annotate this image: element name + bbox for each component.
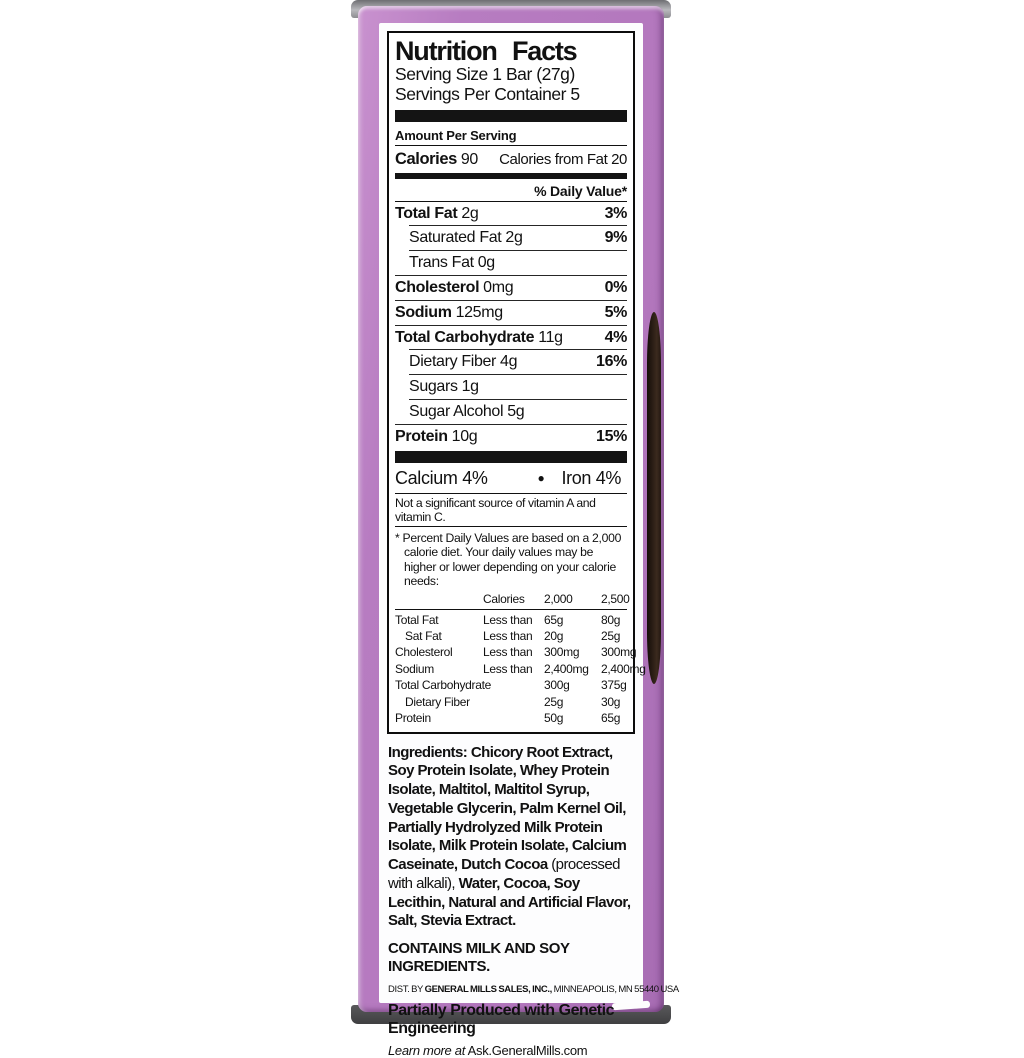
nutrient-amount: 4g [500,353,518,371]
table-cell: 65g [544,612,564,627]
table-cell: 300g [544,678,570,693]
nutrient-name: Total Fat [395,204,458,222]
daily-values-table-header [395,591,630,609]
table-cell: Less than [483,645,533,660]
table-row-sat-fat [395,628,627,644]
table-row-total-carbohydrate [395,677,627,693]
table-row-total-fat [395,612,627,628]
nutrient-row-dietary-fiber [395,350,627,374]
nutrient-left [409,377,479,398]
table-row-protein [395,710,627,726]
nutrient-left [409,402,524,423]
daily-value-header: % Daily Value* [395,179,627,202]
table-cell: 2,400mg [544,661,589,676]
table-cell: 2,400mg [601,661,646,676]
nutrient-dv: 16% [596,353,627,371]
nutrient-name: Sodium [395,303,452,321]
nutrient-row-protein [395,425,627,449]
table-cell: Less than [483,628,533,643]
bullet-separator-icon: ● [537,471,545,485]
nutrient-amount: 11g [538,328,563,346]
nutrient-name: Sugar Alcohol [409,402,504,420]
nutrient-name: Protein [395,427,448,445]
ingredients-part-2: Water, Cocoa, Soy Lecithin, Natural and Artificial Flavor, Salt, Stevia Extract. [388,874,631,930]
not-significant-note: Not a significant source of vitamin A and vitamin C. [395,493,627,527]
nutrient-left [395,328,563,349]
nutrient-amount: 0g [477,254,495,272]
nutrient-amount: 0mg [483,278,514,296]
dist-company: GENERAL MILLS SALES, INC., [424,984,554,996]
table-cell: 80g [601,612,621,627]
nutrient-dv: 9% [604,229,627,247]
table-cell: Sat Fat [405,628,442,643]
daily-values-table [395,591,646,727]
table-header-2000: 2,000 [544,592,573,607]
table-cell: 300mg [601,645,637,660]
nutrient-row-total-carbohydrate [395,326,627,350]
divider-thick-bar [395,110,627,122]
nutrient-name: Total Carbohydrate [395,328,535,346]
divider-thick-bar [395,451,627,463]
nutrient-dv: 5% [604,303,627,321]
daily-value-footnote [395,527,627,592]
table-cell: 300mg [544,645,580,660]
table-cell: 25g [601,628,621,643]
calcium-value: Calcium 4% [395,467,488,488]
table-row-cholesterol [395,644,637,660]
nutrient-name: Sugars [409,378,458,396]
table-row-sodium [395,661,646,677]
label-lower-text [379,743,679,1058]
iron-value: Iron 4% [561,467,622,488]
nutrient-dv: 3% [604,204,627,222]
footnote-text: Percent Daily Values are based on a 2,000 calorie diet. Your daily values may be higher or lower depending on your calorie needs: [402,530,622,589]
calories-from-fat: Calories from Fat 20 [499,150,627,168]
footnote-asterisk: * [395,530,400,545]
nutrient-row-cholesterol [395,276,627,300]
nutrient-amount: 1g [461,378,479,396]
table-cell: Dietary Fiber [405,694,470,709]
calories-value: 90 [460,150,478,168]
nutrient-left [409,228,523,249]
nutrient-name: Trans Fat [409,254,474,272]
calories-row [395,146,627,172]
nutrient-left [409,253,495,274]
nutrient-dv: 4% [604,328,627,346]
nutrient-amount: 2g [505,229,523,247]
nutrient-left [395,303,503,324]
nutrient-amount: 125mg [455,303,503,321]
table-cell: Less than [483,612,533,627]
nutrient-row-saturated-fat [395,226,627,250]
nutrition-label-panel [379,23,679,1058]
nutrient-row-sugar-alcohol [395,400,627,424]
learn-more-line [388,1043,634,1058]
table-cell: Total Carbohydrate [395,678,491,693]
table-row-dietary-fiber [395,694,627,710]
nutrient-amount: 10g [451,427,478,445]
table-cell: Sodium [395,661,434,676]
allergen-statement: CONTAINS MILK AND SOY INGREDIENTS. [388,940,570,976]
distributor-line [388,984,679,996]
nutrition-facts-title: Nutrition Facts [395,36,577,66]
table-cell: Protein [395,711,431,726]
nutrient-amount: 2g [461,204,479,222]
table-header-2500: 2,500 [601,592,630,607]
calories-label: Calories [395,149,457,168]
table-cell: 50g [544,711,564,726]
nutrition-facts-box [387,31,646,734]
ingredients-part-1: Ingredients: Chicory Root Extract, Soy Protein Isolate, Whey Protein Isolate, Maltitol, Maltitol Syrup, Vegetable Glycerin, Palm Kernel Oil, Partially Hydrolyzed Milk Protein Isolate, Milk Protein Isolate, Calcium Caseinate, Dutch Cocoa [388,743,627,874]
nutrient-name: Saturated Fat [409,229,502,247]
calories-left [395,150,478,169]
nutrient-amount: 5g [507,402,525,420]
chocolate-bar-edge [647,312,661,684]
table-header-empty [395,591,483,607]
table-cell: 30g [601,694,621,709]
nutrient-left [395,427,477,448]
nutrient-left [395,278,513,299]
serving-size: Serving Size 1 Bar (27g) [395,64,575,85]
table-header-calories: Calories [483,592,525,607]
learn-more-url: Ask.GeneralMills.com [465,1042,588,1058]
dist-address: MINNEAPOLIS, MN 55440 USA [553,984,679,996]
nutrient-name: Cholesterol [395,278,480,296]
servings-per-container: Servings Per Container 5 [395,83,580,104]
table-cell: Less than [483,661,533,676]
nutrient-row-sodium [395,301,627,325]
nutrient-left [395,204,478,225]
nutrient-dv: 15% [596,427,627,445]
nutrient-left [409,352,517,373]
table-cell: 25g [544,694,564,709]
learn-more-prefix: Learn more at [388,1042,466,1058]
nutrient-row-sugars [395,375,627,399]
nutrient-row-trans-fat [395,251,627,275]
amount-per-serving-header: Amount Per Serving [395,125,627,146]
nutrient-name: Dietary Fiber [409,353,497,371]
dist-prefix: DIST. BY [388,984,425,996]
nutrient-dv: 0% [604,278,627,296]
table-cell: Cholesterol [395,645,453,660]
ingredients-paragraph [388,744,634,932]
genetic-engineering-statement: Partially Produced with Genetic Engineering [388,1002,615,1038]
table-cell: 375g [601,678,627,693]
table-cell: 65g [601,711,621,726]
calcium-iron-row [395,464,627,492]
ingredients-parenthetical: (processed with alkali), [388,856,620,892]
nutrient-row-total-fat [395,202,627,226]
table-cell: Total Fat [395,612,439,627]
table-cell: 20g [544,628,564,643]
